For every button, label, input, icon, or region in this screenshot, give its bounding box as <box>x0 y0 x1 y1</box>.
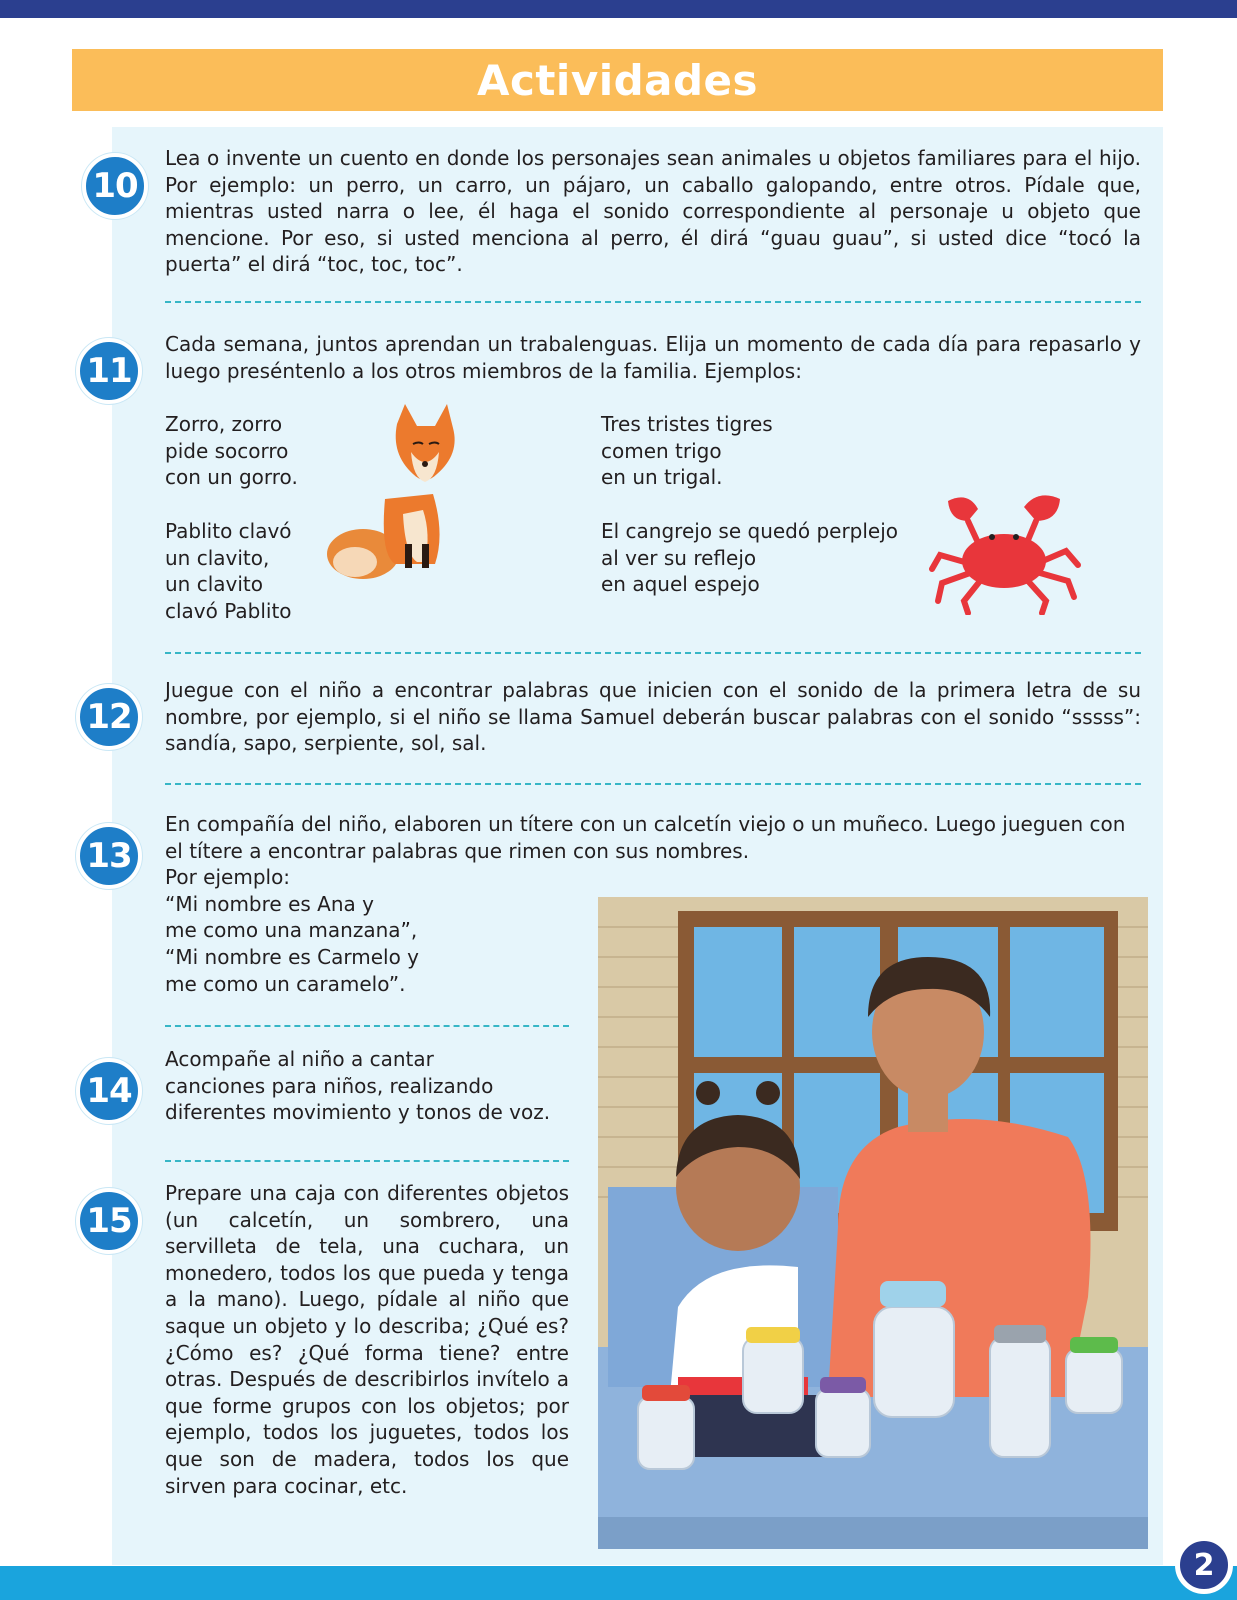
activity-text: Cada semana, juntos aprendan un trabalenguas. Elija un momento de cada día para repasarlo y luego preséntenlo a los otros miembros de la familia. Ejemplos: <box>165 332 1141 383</box>
bottom-bar <box>0 1566 1237 1600</box>
activity-number-badge: 11 <box>76 338 142 404</box>
tongue-twister: Pablito clavó un clavito, un clavito clavó Pablito <box>165 519 292 623</box>
activity-text: Lea o invente un cuento en donde los personajes sean animales u objetos familiares para el hijo. Por ejemplo: un perro, un carro, un pájaro, un caballo galopando, entre otros. Pídale que, mientras usted narra o lee, él haga el sonido correspondiente al personaje u objeto que mencione. Por eso, si usted menciona al perro, él dirá “guau guau”, si usted dice “tocó la puerta” el dirá “toc, toc, toc”. <box>165 146 1141 277</box>
tongue-twister: Zorro, zorro pide socorro con un gorro. <box>165 412 298 490</box>
activity-text: Prepare una caja con diferentes objetos (un calcetín, un sombrero, una servilleta de tela, una cuchara, un monedero, todos los que pueda y tenga a la mano). Luego, pídale al niño que saque un objeto y lo describa; ¿Qué es? ¿Cómo es? ¿Qué forma tiene? entre otras. Después de describirlos invítelo a que forme grupos con los objetos; por ejemplo, todos los juguetes, todos los que son de madera, todos los que sirven para cocinar, etc. <box>165 1181 569 1498</box>
dashed-divider <box>165 301 1141 303</box>
dashed-divider <box>165 652 1141 654</box>
tongue-twister: Tres tristes tigres comen trigo en un trigal. <box>601 412 773 490</box>
activity-number-badge: 14 <box>76 1058 142 1124</box>
activity-text: Juegue con el niño a encontrar palabras que inicien con el sonido de la primera letra de su nombre, por ejemplo, si el niño se llama Samuel deberán buscar palabras con el sonido “sssss”: sandía, sapo, serpiente, sol, sal. <box>165 678 1141 756</box>
page-number: 2 <box>1175 1536 1233 1594</box>
activity-number-badge: 12 <box>76 684 142 750</box>
activity-text: En compañía del niño, elaboren un títere con un calcetín viejo o un muñeco. Luego jueguen con el títere a encontrar palabras que rimen con sus nombres. Por ejemplo: “Mi nombre es Ana y me como una manzana”, “Mi nombre es Carmelo y me como un caramelo”. <box>165 812 1126 996</box>
tongue-twister: El cangrejo se quedó perplejo al ver su reflejo en aquel espejo <box>601 519 899 597</box>
activity-text: Acompañe al niño a cantar canciones para niños, realizando diferentes movimiento y tonos de voz. <box>165 1047 551 1125</box>
activity-number-badge: 10 <box>82 153 148 219</box>
crab-illustration <box>928 491 1084 615</box>
dashed-divider <box>165 1025 569 1027</box>
dashed-divider <box>165 783 1141 785</box>
parent-child-illustration <box>598 897 1148 1549</box>
dashed-divider <box>165 1160 569 1162</box>
page-title: Actividades <box>476 55 759 105</box>
top-bar <box>0 0 1237 18</box>
title-band <box>72 49 1163 111</box>
fox-illustration <box>325 404 465 590</box>
activity-number-badge: 15 <box>76 1188 142 1254</box>
activity-number-badge: 13 <box>76 823 142 889</box>
